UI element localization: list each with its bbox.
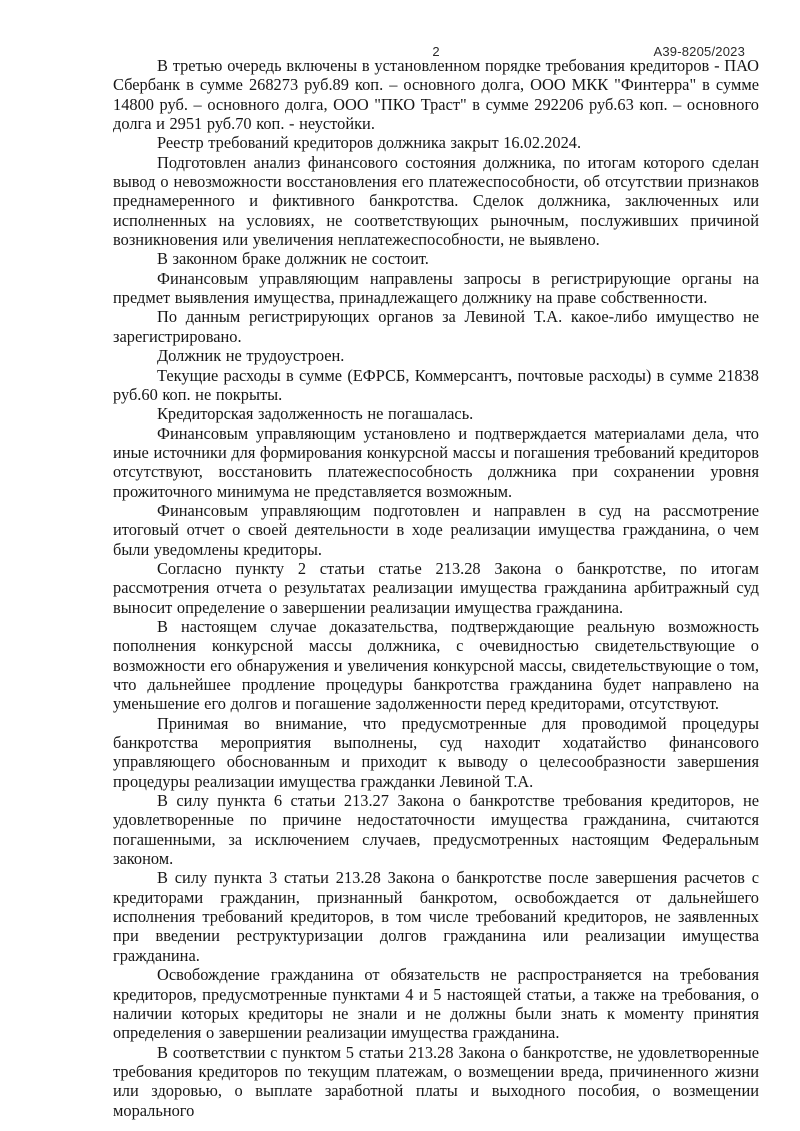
paragraph-not-employed: Должник не трудоустроен. [157,346,345,366]
paragraph-marital-status: В законном браке должник не состоит. [157,249,429,269]
case-number: А39-8205/2023 [653,44,745,59]
paragraph-no-property: По данным регистрирующих органов за Левиной Т.А. какое-либо имущество не зарегистрировано. [113,307,759,346]
paragraph-register-closed: Реестр требований кредиторов должника закрыт 16.02.2024. [157,133,582,153]
paragraph-creditors-third-queue: В третью очередь включены в установленном порядке требования кредиторов - ПАО Сбербанк в сумме 268273 руб.89 коп. – основного долга, ООО МКК "Финтерра" в сумме 14800 руб. – основного долга, ООО "ПКО Траст" в сумме 292206 руб.63 коп. – основного долга и 2951 руб.70 коп. - неустойки. [113,56,759,134]
paragraph-debt-not-repaid: Кредиторская задолженность не погашалась. [157,404,474,424]
document-body [113,56,759,1120]
paragraph-law-213-27-p6: В силу пункта 6 статьи 213.27 Закона о банкротстве требования кредиторов, не удовлетворенные по причине недостаточности имущества гражданина, считаются погашенными, за исключением случаев, предусмотренных настоящим Федеральным законом. [113,791,759,869]
page-number: 2 [432,44,440,59]
paragraph-no-other-sources: Финансовым управляющим установлено и подтверждается материалами дела, что иные источники для формирования конкурсной массы и погашения требований кредиторов отсутствуют, восстановить платежеспособность должника при сохранении уровня прожиточного минимума не представляется возможным. [113,423,759,501]
paragraph-financial-analysis: Подготовлен анализ финансового состояния должника, по итогам которого сделан вывод о невозможности восстановления его платежеспособности, об отсутствии признаков преднамеренного и фиктивного банкротства. Сделок должника, заключенных или исполненных на условиях, не соответствующих рыночным, послуживших причиной возникновения или увеличения неплатежеспособности, не выявлено. [113,152,759,250]
paragraph-current-expenses: Текущие расходы в сумме (ЕФРСБ, Коммерсантъ, почтовые расходы) в сумме 21838 руб.60 коп. не покрыты. [113,365,759,404]
paragraph-no-evidence: В настоящем случае доказательства, подтверждающие реальную возможность пополнения конкурсной массы должника, с очевидностью свидетельствующие о возможности его обнаружения и увеличения конкурсной массы, свидетельствующие о том, что дальнейшее продление процедуры банкротства гражданина будет направлено на уменьшение его долгов и погашение задолженности перед кредиторами, отсутствуют. [113,616,759,714]
paragraph-law-213-28-p3: В силу пункта 3 статьи 213.28 Закона о банкротстве после завершения расчетов с кредиторами гражданин, признанный банкротом, освобождается от дальнейшего исполнения требований кредиторов, в том числе требований кредиторов, не заявленных при введении реструктуризации долгов гражданина или реализации имущества гражданина. [113,868,759,965]
paragraph-registry-requests: Финансовым управляющим направлены запросы в регистрирующие органы на предмет выявления имущества, принадлежащего должнику на праве собственности. [113,268,759,308]
paragraph-final-report: Финансовым управляющим подготовлен и направлен в суд на рассмотрение итоговый отчет о своей деятельности в ходе реализации имущества гражданина, о чем были уведомлены кредиторы. [113,500,759,559]
paragraph-court-conclusion: Принимая во внимание, что предусмотренные для проводимой процедуры банкротства мероприятия выполнены, суд находит ходатайство финансового управляющего обоснованным и приходит к выводу о целесообразности завершения процедуры реализации имущества гражданки Левиной Т.А. [113,713,759,791]
paragraph-release-exceptions: Освобождение гражданина от обязательств не распространяется на требования кредиторов, предусмотренные пунктами 4 и 5 настоящей статьи, а также на требования, о наличии которых кредиторы не знали и не должны были знать к моменту принятия определения о завершении реализации имущества гражданина. [113,965,759,1043]
paragraph-law-213-28-p5: В соответствии с пунктом 5 статьи 213.28 Закона о банкротстве, не удовлетворенные требования кредиторов по текущим платежам, о возмещении вреда, причиненного жизни или здоровью, о выплате заработной платы и выходного пособия, о возмещении морального [113,1042,759,1120]
paragraph-law-213-28-p2: Согласно пункту 2 статьи статье 213.28 Закона о банкротстве, по итогам рассмотрения отчета о результатах реализации имущества гражданина арбитражный суд выносит определение о завершении реализации имущества гражданина. [113,558,759,617]
